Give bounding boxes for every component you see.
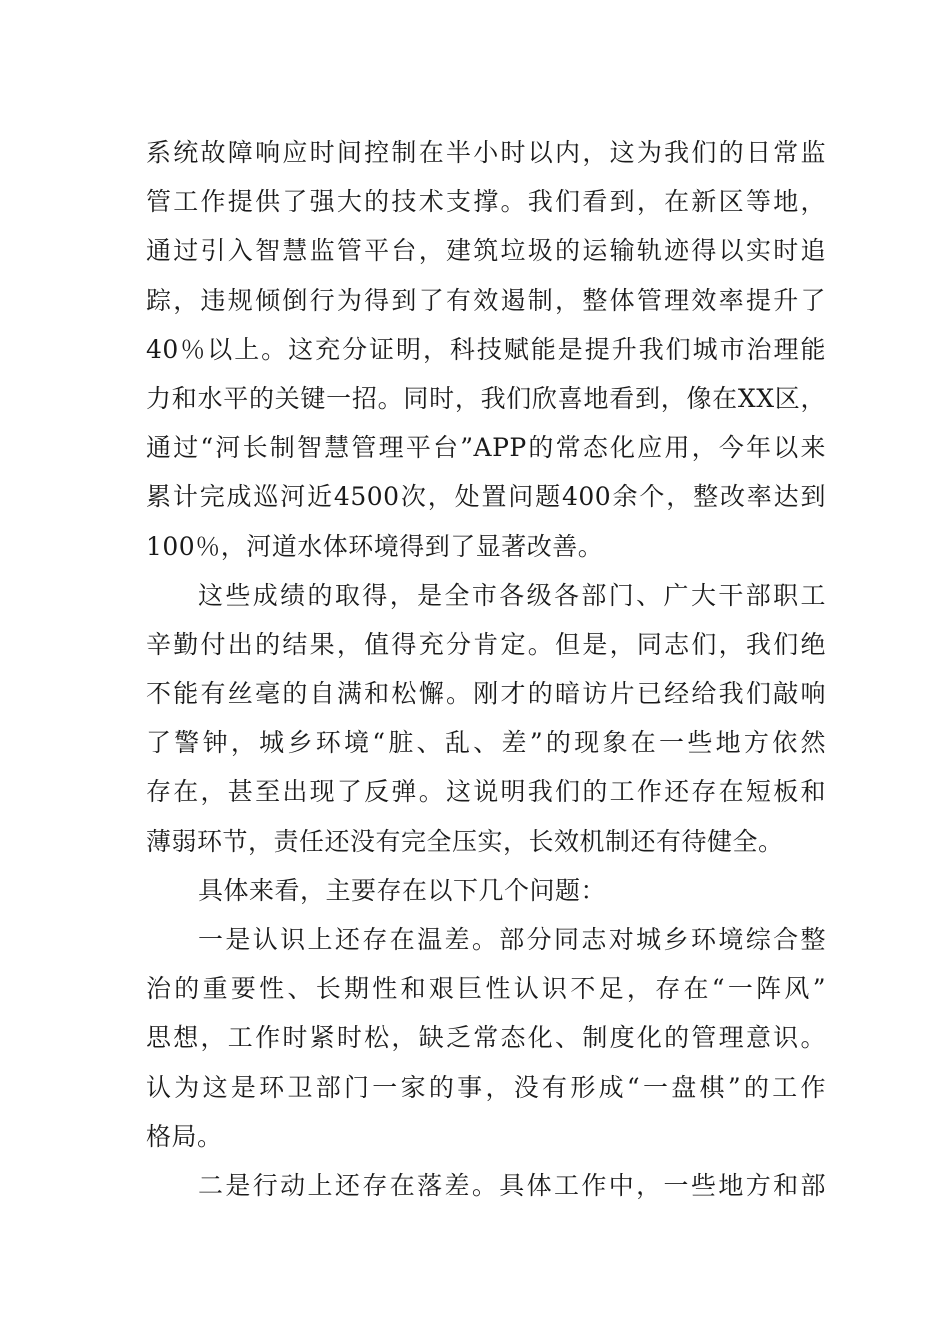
text-line: 认为这是环卫部门一家的事，没有形成“一盘棋”的工作	[146, 1072, 826, 1102]
text-line: 通过引入智慧监管平台，建筑垃圾的运输轨迹得以实时追	[146, 236, 826, 266]
text-line: 系统故障响应时间控制在半小时以内，这为我们的日常监	[146, 138, 826, 167]
text-line: 40％以上。这充分证明，科技赋能是提升我们城市治理能	[146, 334, 826, 364]
text-line: 二是行动上还存在落差。具体工作中，一些地方和部	[198, 1170, 826, 1200]
text-line: 累计完成巡河近4500次，处置问题400余个，整改率达到	[146, 482, 826, 512]
text-line: 100％，河道水体环境得到了显著改善。	[146, 531, 604, 561]
text-line: 了警钟，城乡环境“脏、乱、差”的现象在一些地方依然	[146, 728, 826, 758]
text-line: 治的重要性、长期性和艰巨性认识不足，存在“一阵风”	[146, 974, 826, 1004]
text-line: 思想，工作时紧时松，缺乏常态化、制度化的管理意识。	[146, 1023, 826, 1053]
text-line: 踪，违规倾倒行为得到了有效遏制，整体管理效率提升了	[146, 285, 826, 315]
text-line: 力和水平的关键一招。同时，我们欣喜地看到，像在XX区，	[146, 383, 826, 413]
text-line: 辛勤付出的结果，值得充分肯定。但是，同志们，我们绝	[146, 629, 826, 659]
text-line: 薄弱环节，责任还没有完全压实，长效机制还有待健全。	[146, 826, 784, 856]
document-body	[146, 128, 826, 1210]
text-line: 管工作提供了强大的技术支撑。我们看到，在新区等地，	[146, 187, 826, 217]
text-line: 存在，甚至出现了反弹。这说明我们的工作还存在短板和	[146, 777, 826, 807]
text-line: 通过“河长制智慧管理平台”APP的常态化应用，今年以来	[146, 433, 826, 463]
text-line: 一是认识上还存在温差。部分同志对城乡环境综合整	[198, 925, 826, 954]
text-line: 这些成绩的取得，是全市各级各部门、广大干部职工	[198, 580, 826, 610]
text-line: 格局。	[146, 1121, 223, 1151]
text-line: 具体来看，主要存在以下几个问题：	[198, 875, 607, 905]
text-line: 不能有丝毫的自满和松懈。刚才的暗访片已经给我们敲响	[146, 679, 826, 709]
